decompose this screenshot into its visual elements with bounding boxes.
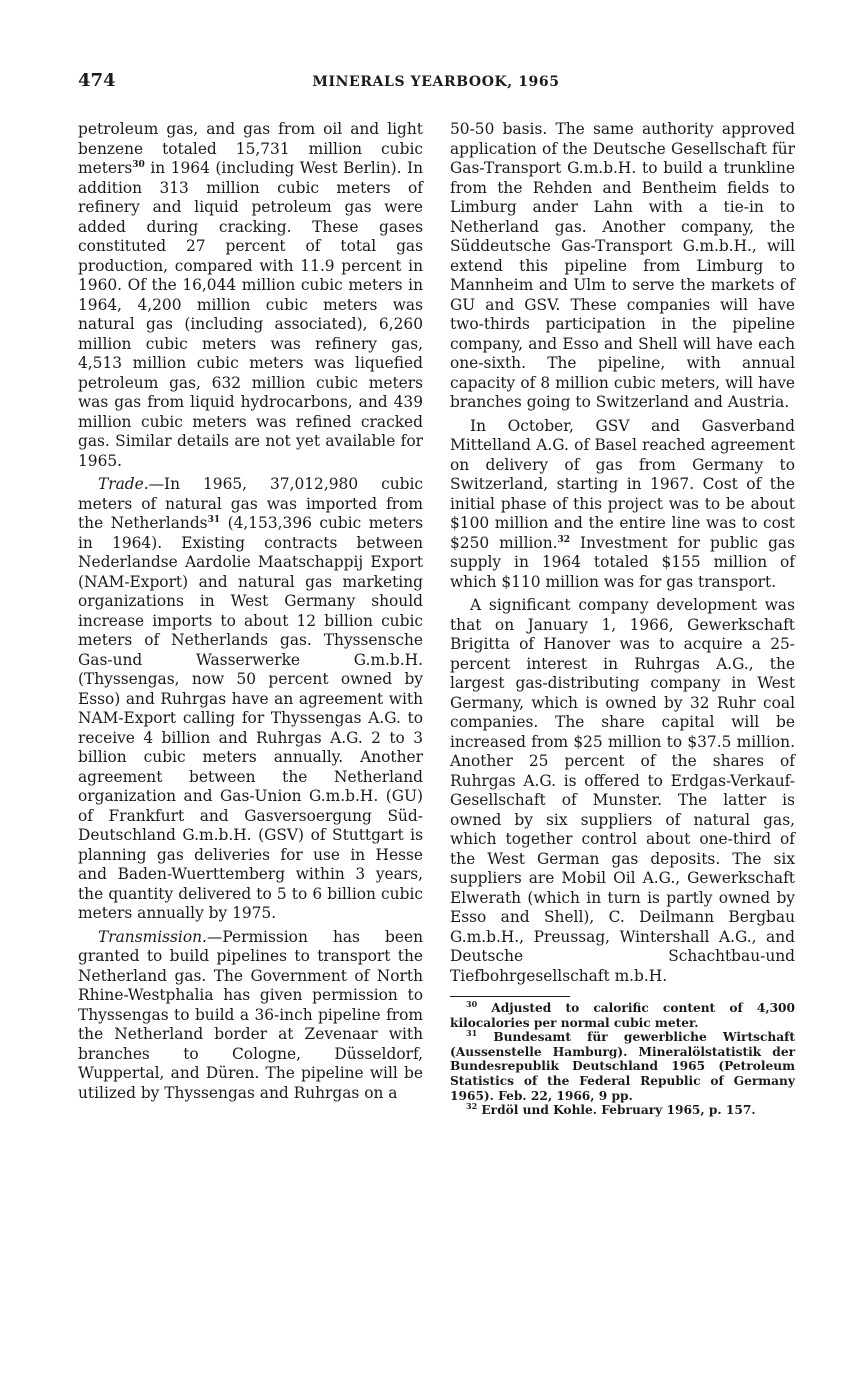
paragraph-text: Investment for public gas supply in 1964 totaled $155 million of which $110 million was for gas transport. [450, 533, 795, 591]
paragraph-text: —In 1965, 37,012,980 cubic meters of natural gas was imported from the Netherlands [78, 475, 423, 532]
footnote [450, 1030, 795, 1103]
page-number: 474 [78, 70, 116, 91]
footnote-text: Erdöl und Kohle. February 1965, p. 157. [481, 1103, 756, 1118]
footnote-divider [450, 996, 570, 997]
footnote [450, 1103, 795, 1118]
footnote-number: 31 [466, 1028, 478, 1039]
right-column [450, 120, 795, 1118]
footnote-number: 30 [466, 998, 478, 1009]
paragraph-transmission [78, 928, 423, 1104]
footnote [450, 998, 796, 1030]
footnote-ref: 31 [207, 514, 221, 525]
section-lead-transmission: Transmission. [98, 927, 207, 946]
paragraph-text: petroleum gas, and gas from oil and light benzene totaled 15,731 million cubic meters [78, 120, 423, 177]
paragraph-text: (4,153,396 cubic meters in 1964). Existing contracts between Nederlandse Aardolie Maatschappij Export (NAM-Export) and natural gas marketing organizations in West Germany should increase imports to about 12 billion cubic meters of Netherlands gas. Thyssensche Gas-und Wasserwerke G.m.b.H. (Thyssengas, now 50 percent owned by Esso) and Ruhrgas have an agreement with NAM-Export calling for Thyssengas A.G. to receive 4 billion and Ruhrgas A.G. 2 to 3 billion cubic meters annually. Another agreement between the Netherland organization and Gas-Union G.m.b.H. (GU) of Frankfurt and Gasversoergung Süd-Deutschland G.m.b.H. (GSV) of Stuttgart is planning gas deliveries for use in Hesse and Baden-Wuerttemberg within 3 years, the quantity delivered to 5 to 6 billion cubic meters annually by 1975. [78, 514, 424, 922]
paragraph-pipeline: 50-50 basis. The same authority approved application of the Deutsche Gesellschaft für Gas-Transport G.m.b.H. to build a trunkline from the Rehden and Bentheim fields to Limburg ander Lahn with a tie-in to Netherland gas. Another company, the Süddeutsche Gas-Transport G.m.b.H., will extend this pipeline from Limburg to Mannheim and Ulm to serve the markets of GU and GSV. These companies will have two-thirds participation in the pipeline company, and Esso and Shell will have each one-sixth. The pipeline, with annual capacity of 8 million cubic meters, will have branches going to Switzerland and Austria. [450, 120, 795, 411]
paragraph-trade [78, 475, 423, 924]
left-column [78, 120, 423, 1103]
footnote-text: Adjusted to calorific content of 4,300 kilocalories per normal cubic meter. [450, 1001, 796, 1030]
footnote-text: Bundesamt für gewerbliche Wirtschaft (Aussenstelle Hamburg). Mineralölstatistik der Bundesrepublik Deutschland 1965 (Petroleum Statistics of the Federal Republic of Germany 1965). Feb. 22, 1966, 9 pp. [450, 1030, 795, 1103]
footnotes [450, 998, 796, 1118]
paragraph-gas-production [78, 120, 423, 471]
paragraph-text: In October, GSV and Gasverband Mittelland A.G. of Basel reached agreement on delivery of gas from Germany to Switzerland, starting in 1967. Cost of the initial phase of this project was to be about $100 million and the entire line was to cost $250 million. [450, 416, 795, 552]
running-title: MINERALS YEARBOOK, 1965 [312, 74, 560, 90]
footnote-ref: 30 [132, 159, 145, 170]
footnote-number: 32 [466, 1101, 478, 1112]
paragraph-text: in 1964 (including West Berlin). In addition 313 million cubic meters of refinery and liquid petroleum gas were added during cracking. These gases constituted 27 percent of total gas production, compared with 11.9 percent in 1960. Of the 16,044 million cubic meters in 1964, 4,200 million cubic meters was natural gas (including associated), 6,260 million cubic meters was refinery gas, 4,513 million cubic meters was liquefied petroleum gas, 632 million cubic meters was gas from liquid hydrocarbons, and 439 million cubic meters was refined cracked gas. Similar details are not yet available for 1965. [78, 159, 423, 470]
paragraph-switzerland [450, 417, 795, 593]
paragraph-company-development: A significant company development was that on January 1, 1966, Gewerkschaft Brigitta of Hanover was to acquire a 25-percent interest in Ruhrgas A.G., the largest gas-distributing company in West Germany, which is owned by 32 Ruhr coal companies. The share capital will be increased from $25 million to $37.5 million. Another 25 percent of the shares of Ruhrgas A.G. is offered to Erdgas-Verkauf-Gesellschaft of Munster. The latter is owned by six suppliers of natural gas, which together control about one-third of the West German gas deposits. The six suppliers are Mobil Oil A.G., Gewerkschaft Elwerath (which in turn is partly owned by Esso and Shell), C. Deilmann Bergbau G.m.b.H., Preussag, Wintershall A.G., and Deutsche Schachtbau-und Tiefbohrgesellschaft m.b.H. [450, 596, 795, 985]
section-lead-trade: Trade. [98, 475, 149, 493]
paragraph-text: —Permission has been granted to build pipelines to transport the Netherland gas. The Government of North Rhine-Westphalia has given permission to Thyssengas to build a 36-inch pipeline from the Netherland border at Zevenaar with branches to Cologne, Düsseldorf, Wuppertal, and Düren. The pipeline will be utilized by Thyssengas and Ruhrgas on a [78, 927, 423, 1102]
footnote-ref: 32 [557, 534, 571, 545]
page-header [78, 70, 794, 94]
